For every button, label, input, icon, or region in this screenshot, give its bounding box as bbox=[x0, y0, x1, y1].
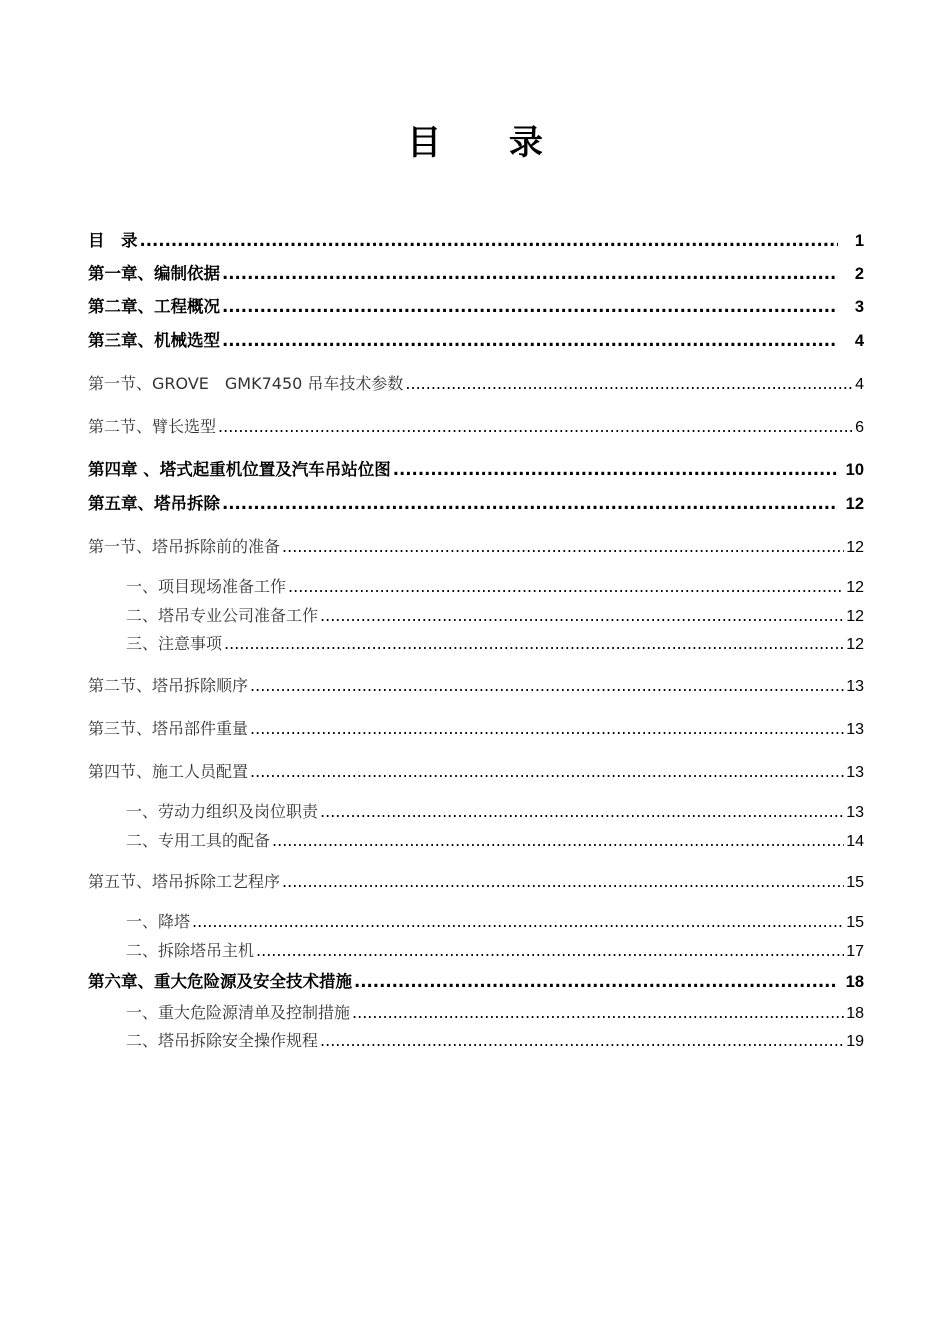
toc-dot-leader bbox=[352, 1002, 844, 1024]
toc-entry-label: 一、劳动力组织及岗位职责 bbox=[126, 802, 319, 821]
toc-entry[interactable] bbox=[88, 493, 864, 515]
toc-entry-page: 12 bbox=[845, 495, 864, 513]
toc-dot-leader bbox=[320, 605, 844, 627]
toc-entry-label: 第四节、施工人员配置 bbox=[88, 762, 249, 781]
toc-entry[interactable] bbox=[88, 971, 864, 993]
toc-entry-label: 第五节、塔吊拆除工艺程序 bbox=[88, 872, 281, 891]
toc-entry-page: 14 bbox=[846, 833, 864, 850]
toc-entry-label: 第一节、塔吊拆除前的准备 bbox=[88, 537, 281, 556]
toc-dot-leader bbox=[272, 830, 844, 852]
toc-dot-leader bbox=[282, 871, 844, 893]
toc-entry-page: 18 bbox=[845, 973, 864, 991]
toc-entry[interactable] bbox=[88, 373, 864, 395]
toc-entry-label: 第二章、工程概况 bbox=[88, 297, 220, 316]
toc-entry-label: 第五章、塔吊拆除 bbox=[88, 494, 220, 513]
toc-entry[interactable] bbox=[88, 416, 864, 438]
toc-entry[interactable] bbox=[126, 633, 864, 655]
toc-dot-leader bbox=[405, 373, 853, 395]
toc-entry-page: 2 bbox=[854, 265, 864, 283]
toc-entry-page: 12 bbox=[846, 608, 864, 625]
toc-entry-page: 17 bbox=[846, 943, 864, 960]
toc-entry[interactable] bbox=[88, 459, 864, 481]
toc-entry-page: 12 bbox=[846, 636, 864, 653]
toc-entry[interactable] bbox=[88, 330, 864, 352]
toc-entry[interactable] bbox=[88, 296, 864, 318]
toc-entry-label: 第一节、GROVE GMK7450 吊车技术参数 bbox=[88, 374, 404, 393]
toc-entry-page: 15 bbox=[846, 914, 864, 931]
toc-entry[interactable] bbox=[126, 605, 864, 627]
toc-dot-leader bbox=[222, 296, 838, 318]
toc-entry-page: 13 bbox=[846, 721, 864, 738]
toc-entry-page: 12 bbox=[846, 579, 864, 596]
toc-entry-page: 10 bbox=[845, 461, 864, 479]
toc-entry-page: 4 bbox=[855, 376, 864, 393]
toc-entry-label: 一、降塔 bbox=[126, 912, 191, 931]
toc-entry[interactable] bbox=[126, 830, 864, 852]
toc-entry-label: 一、项目现场准备工作 bbox=[126, 577, 287, 596]
toc-entry-page: 3 bbox=[854, 298, 864, 316]
toc-dot-leader bbox=[354, 971, 838, 993]
toc-entry[interactable] bbox=[126, 1002, 864, 1024]
toc-dot-leader bbox=[320, 801, 844, 823]
toc-dot-leader bbox=[288, 576, 844, 598]
toc-entry-label: 第二节、臂长选型 bbox=[88, 417, 217, 436]
toc-entry[interactable] bbox=[88, 230, 864, 252]
toc-entry-label: 二、拆除塔吊主机 bbox=[126, 941, 255, 960]
toc-dot-leader bbox=[256, 940, 844, 962]
toc-entry-page: 19 bbox=[846, 1033, 864, 1050]
toc-entry-label: 第六章、重大危险源及安全技术措施 bbox=[88, 972, 352, 991]
toc-entry-label: 第三节、塔吊部件重量 bbox=[88, 719, 249, 738]
toc-entry-label: 三、注意事项 bbox=[126, 634, 223, 653]
toc-entry-page: 13 bbox=[846, 764, 864, 781]
toc-entry-page: 18 bbox=[846, 1005, 864, 1022]
toc-entry-label: 第一章、编制依据 bbox=[88, 264, 220, 283]
toc-dot-leader bbox=[320, 1030, 844, 1052]
toc-dot-leader bbox=[224, 633, 844, 655]
toc-entry-page: 13 bbox=[846, 678, 864, 695]
toc-entry-label: 一、重大危险源清单及控制措施 bbox=[126, 1003, 351, 1022]
toc-entry-page: 4 bbox=[854, 332, 864, 350]
toc-entry-label: 二、塔吊拆除安全操作规程 bbox=[126, 1031, 319, 1050]
toc-dot-leader bbox=[282, 536, 844, 558]
toc-entry[interactable] bbox=[88, 761, 864, 783]
toc-entry[interactable] bbox=[88, 718, 864, 740]
toc-entry[interactable] bbox=[88, 871, 864, 893]
toc-entry-page: 13 bbox=[846, 804, 864, 821]
toc-dot-leader bbox=[222, 330, 838, 352]
toc-entry[interactable] bbox=[126, 576, 864, 598]
toc-entry[interactable] bbox=[126, 911, 864, 933]
toc-entry[interactable] bbox=[88, 675, 864, 697]
toc-dot-leader bbox=[222, 493, 838, 515]
toc-entry-label: 二、专用工具的配备 bbox=[126, 831, 271, 850]
page-title: 目 录 bbox=[407, 123, 571, 163]
toc-entry-page: 1 bbox=[854, 232, 864, 250]
toc-entry-label: 第四章 、塔式起重机位置及汽车吊站位图 bbox=[88, 460, 391, 479]
toc-entry-page: 12 bbox=[846, 539, 864, 556]
toc-dot-leader bbox=[250, 675, 844, 697]
toc-entry-label: 第三章、机械选型 bbox=[88, 331, 220, 350]
toc-entry-page: 15 bbox=[846, 874, 864, 891]
toc-entry[interactable] bbox=[88, 536, 864, 558]
toc-dot-leader bbox=[250, 718, 844, 740]
toc-entry[interactable] bbox=[126, 801, 864, 823]
toc-entry[interactable] bbox=[88, 263, 864, 285]
toc-entry-page: 6 bbox=[855, 419, 864, 436]
toc-dot-leader bbox=[192, 911, 844, 933]
toc-dot-leader bbox=[140, 230, 839, 252]
toc-entry-label: 目 录 bbox=[88, 231, 138, 250]
toc-entry-label: 二、塔吊专业公司准备工作 bbox=[126, 606, 319, 625]
toc-dot-leader bbox=[218, 416, 853, 438]
toc-dot-leader bbox=[393, 459, 838, 481]
toc-entry[interactable] bbox=[126, 940, 864, 962]
toc-entry[interactable] bbox=[126, 1030, 864, 1052]
toc-dot-leader bbox=[250, 761, 844, 783]
toc-entry-label: 第二节、塔吊拆除顺序 bbox=[88, 676, 249, 695]
toc-dot-leader bbox=[222, 263, 838, 285]
